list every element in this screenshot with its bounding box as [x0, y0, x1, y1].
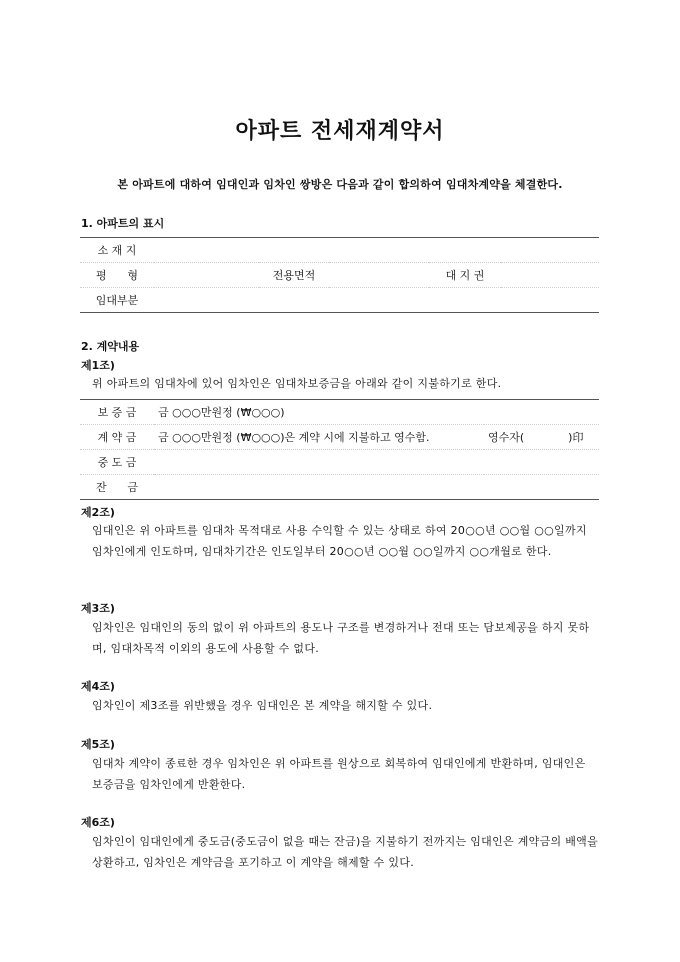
table-row — [80, 238, 599, 263]
article4-text: 임차인이 제3조를 위반했을 경우 임대인은 본 계약을 해지할 수 있다. — [92, 699, 433, 712]
receiver-field[interactable]: 영수자( )印 — [488, 431, 584, 444]
article1-label: 제1조) — [81, 359, 115, 372]
article2-text: 임대인은 위 아파트를 임대차 목적대로 사용 수익할 수 있는 상태로 하여 20○○년 ○○월 ○○일까지 임차인에게 인도하며, 임대차기간은 인도일부터 20○○년 ○○월 ○○일까지 ○○개월로 한다. — [92, 524, 587, 558]
balance-label: 잔 금 — [96, 481, 138, 494]
exclusive-area-field[interactable] — [329, 263, 429, 288]
leased-part-field[interactable] — [154, 288, 599, 313]
article6-label: 제6조) — [81, 816, 115, 829]
location-label: 소 재 지 — [97, 244, 137, 257]
area-label: 평 형 — [96, 269, 138, 282]
article2-label: 제2조) — [81, 506, 115, 519]
location-field[interactable] — [154, 238, 599, 263]
article6-text: 임차인이 임대인에게 중도금(중도금이 없을 때는 잔금)을 지불하기 전까지는 임대인은 계약금의 배액을 상환하고, 임차인은 계약금을 포기하고 이 계약을 해제할 수 있다. — [92, 835, 599, 869]
table-row — [80, 263, 599, 288]
payment-table — [80, 399, 599, 500]
article3-label: 제3조) — [81, 602, 115, 615]
deposit-label: 보 증 금 — [97, 406, 137, 419]
area-field[interactable] — [154, 263, 259, 288]
leased-part-label: 임대부분 — [95, 294, 139, 307]
section2-heading: 2. 계약내용 — [81, 340, 140, 353]
property-table — [80, 237, 599, 313]
contract-value: 금 ○○○만원정 (₩○○○)은 계약 시에 지불하고 영수함. — [158, 431, 430, 444]
deposit-value: 금 ○○○만원정 (₩○○○) — [158, 406, 285, 419]
land-right-field[interactable] — [501, 263, 599, 288]
section1-heading: 1. 아파트의 표시 — [81, 217, 165, 230]
interim-label: 중 도 금 — [97, 456, 137, 469]
intro-text: 본 아파트에 대하여 임대인과 임차인 쌍방은 다음과 같이 합의하여 임대차계약을 체결한다. — [117, 178, 563, 191]
article3-text: 임차인은 임대인의 동의 없이 위 아파트의 용도나 구조를 변경하거나 전대 또는 담보제공을 하지 못하며, 임대차목적 이외의 용도에 사용할 수 없다. — [92, 621, 590, 655]
land-right-label: 대 지 권 — [445, 269, 485, 282]
table-row — [80, 400, 599, 425]
table-row — [80, 475, 599, 500]
article5-label: 제5조) — [81, 738, 115, 751]
exclusive-area-label: 전용면적 — [272, 269, 316, 282]
article1-text: 위 아파트의 임대차에 있어 임차인은 임대차보증금을 아래와 같이 지불하기로 한다. — [92, 377, 502, 390]
contract-label: 계 약 금 — [97, 431, 137, 444]
table-row — [80, 450, 599, 475]
balance-field[interactable] — [154, 475, 599, 500]
document-title: 아파트 전세재계약서 — [235, 119, 445, 144]
article5-text: 임대차 계약이 종료한 경우 임차인은 위 아파트를 원상으로 회복하여 임대인에게 반환하며, 임대인은 보증금을 임차인에게 반환한다. — [92, 757, 586, 791]
table-row — [80, 425, 599, 450]
table-row — [80, 288, 599, 313]
interim-field[interactable] — [154, 450, 599, 475]
article4-label: 제4조) — [81, 680, 115, 693]
